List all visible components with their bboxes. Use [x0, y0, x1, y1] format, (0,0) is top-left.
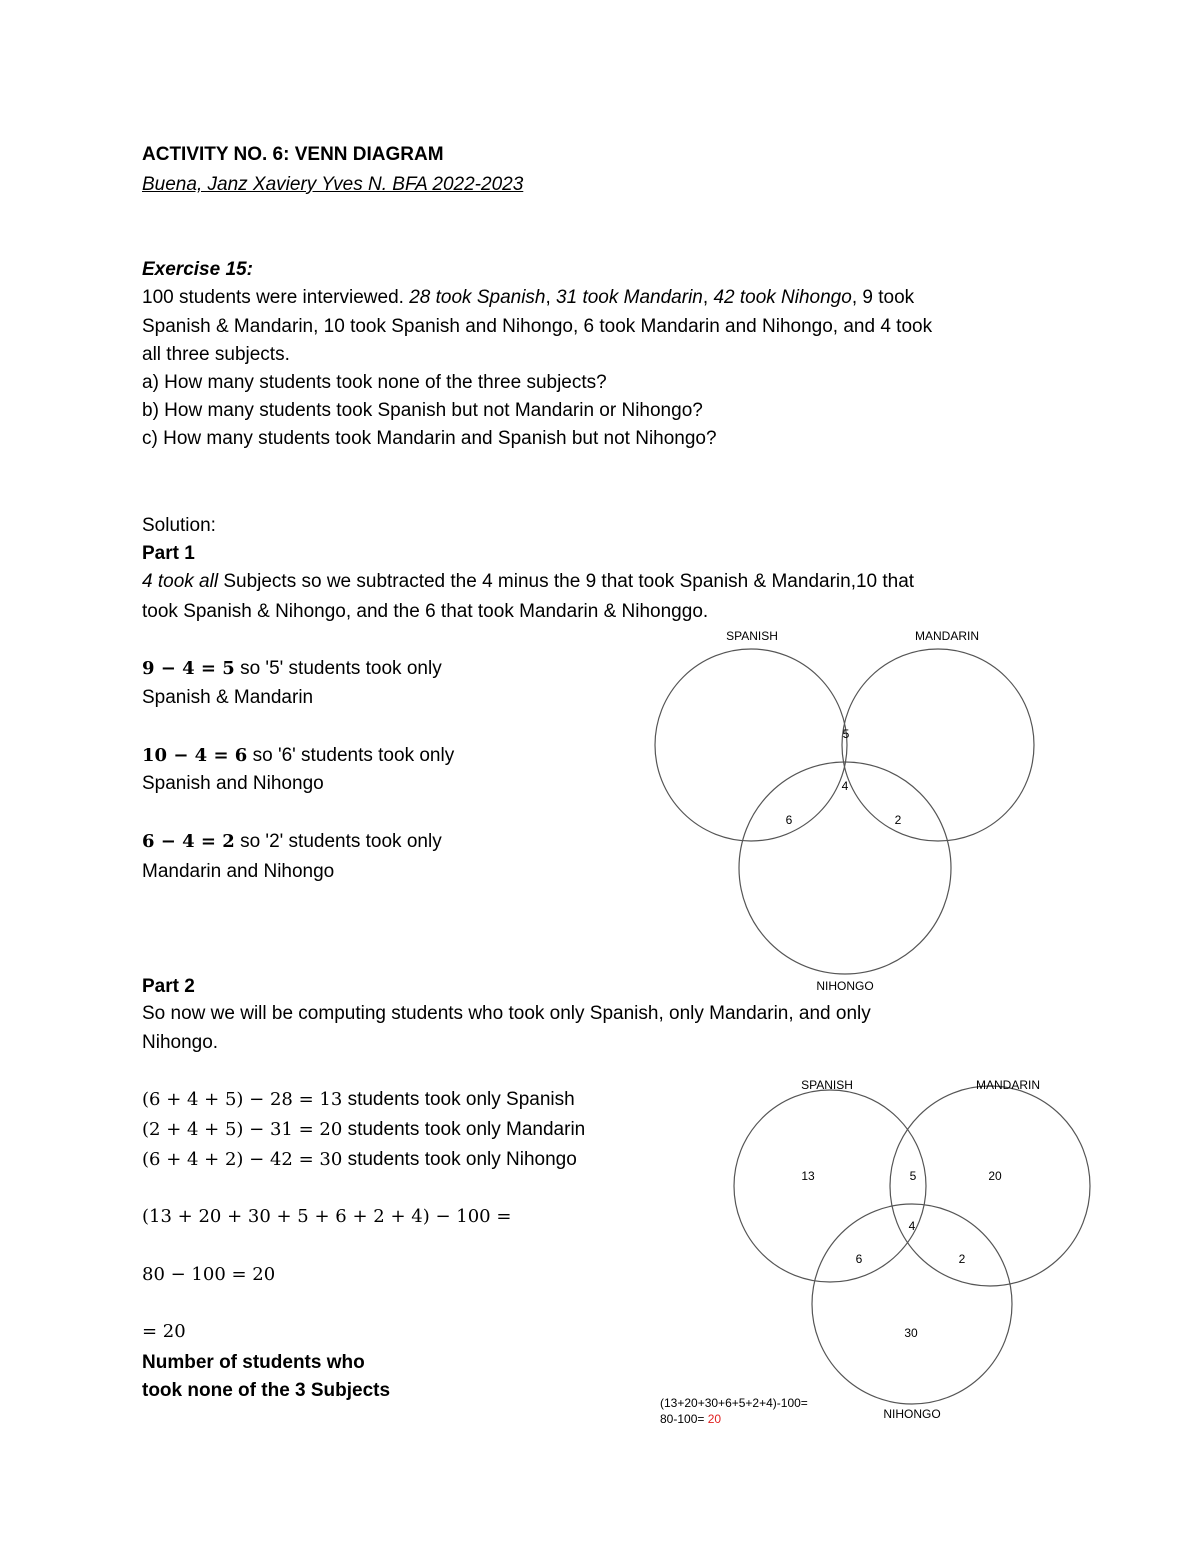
part1-eq2-line-2: Spanish and Nihongo — [142, 773, 324, 794]
part2-eq6: = 20 — [142, 1321, 186, 1342]
question-a: a) How many students took none of the three subjects? — [142, 372, 607, 393]
part1-eq1-line-2: Spanish & Mandarin — [142, 687, 314, 708]
venn1-value-mn: 2 — [894, 813, 902, 827]
venn1-value-smn: 4 — [841, 779, 849, 793]
part1-eq1: 9 − 4 = 5 — [142, 658, 235, 679]
venn2-value-m-only: 20 — [988, 1169, 1002, 1183]
exercise-line-2: Spanish & Mandarin, 10 took Spanish and Nihongo, 6 took Mandarin and Nihongo, and 4 took — [142, 316, 933, 337]
separator: , — [545, 287, 551, 308]
venn2-note-line-1: (13+20+30+6+5+2+4)-100= — [660, 1396, 808, 1410]
exercise-line-1-rest: , 9 took — [851, 287, 915, 308]
conclusion-line-1: Number of students who — [142, 1352, 365, 1373]
nihongo-count: 42 took Nihongo — [713, 287, 852, 308]
question-b: b) How many students took Spanish but not Mandarin or Nihongo? — [142, 400, 703, 421]
venn2-value-smn: 4 — [908, 1219, 916, 1233]
exercise-intro: 100 students were interviewed. — [142, 287, 404, 308]
exercise-heading: Exercise 15: — [142, 259, 253, 280]
part1-eq2: 10 − 4 = 6 — [142, 745, 248, 766]
venn2-value-sn: 6 — [855, 1252, 863, 1266]
part1-intro-line-2: took Spanish & Nihongo, and the 6 that took Mandarin & Nihonggo. — [142, 601, 709, 622]
venn2-label-mandarin: MANDARIN — [975, 1078, 1041, 1092]
conclusion-line-2: took none of the 3 Subjects — [142, 1380, 391, 1401]
part1-eq3-text: so '2' students took only — [234, 831, 442, 852]
spanish-count: 28 took Spanish — [409, 287, 546, 308]
venn1-label-spanish: SPANISH — [726, 629, 778, 643]
part1-heading: Part 1 — [142, 543, 195, 564]
part2-eq2: (2 + 4 + 5) − 31 = 20 — [142, 1119, 343, 1140]
venn2-mandarin-circle — [890, 1086, 1090, 1286]
part1-intro-rest: Subjects so we subtracted the 4 minus the 9 that took Spanish & Mandarin,10 that — [218, 571, 915, 592]
venn2-note-line-2 — [660, 1412, 721, 1426]
part2-eq1-text: students took only Spanish — [342, 1089, 575, 1110]
venn2-note-prefix: 80-100= — [660, 1412, 708, 1426]
venn2-spanish-circle — [734, 1090, 926, 1282]
venn1-value-sn: 6 — [785, 813, 793, 827]
part1-intro-italic: 4 took all — [142, 571, 219, 592]
part1-eq1-text: so '5' students took only — [234, 658, 442, 679]
part1-eq3-line-2: Mandarin and Nihongo — [142, 861, 335, 882]
mandarin-count: 31 took Mandarin — [556, 287, 703, 308]
part2-eq4: (13 + 20 + 30 + 5 + 6 + 2 + 4) − 100 = — [142, 1206, 512, 1227]
part1-eq2-text: so '6' students took only — [247, 745, 455, 766]
venn1-label-nihongo: NIHONGO — [816, 979, 874, 993]
venn2-value-sm: 5 — [909, 1169, 917, 1183]
part2-eq2-text: students took only Mandarin — [342, 1119, 586, 1140]
page-title: ACTIVITY NO. 6: VENN DIAGRAM — [142, 144, 444, 165]
part2-eq3-text: students took only Nihongo — [342, 1149, 577, 1170]
part2-eq1: (6 + 4 + 5) − 28 = 13 — [142, 1089, 343, 1110]
venn2-note-result: 20 — [707, 1412, 722, 1426]
part2-eq3: (6 + 4 + 2) − 42 = 30 — [142, 1149, 343, 1170]
venn2-value-mn: 2 — [958, 1252, 966, 1266]
venn2-value-s-only: 13 — [801, 1169, 815, 1183]
part1-eq3: 6 − 4 = 2 — [142, 831, 235, 852]
solution-label: Solution: — [142, 515, 216, 536]
venn2-label-spanish: SPANISH — [801, 1078, 853, 1092]
separator: , — [702, 287, 709, 308]
part2-eq5: 80 − 100 = 20 — [142, 1264, 276, 1285]
venn1-value-sm: 5 — [842, 727, 850, 741]
part2-intro-line-1: So now we will be computing students who took only Spanish, only Mandarin, and only — [142, 1003, 871, 1024]
question-c: c) How many students took Mandarin and Spanish but not Nihongo? — [142, 428, 717, 449]
exercise-line-3: all three subjects. — [142, 344, 290, 365]
venn1-label-mandarin: MANDARIN — [914, 629, 980, 643]
venn2-value-n-only: 30 — [904, 1326, 918, 1340]
venn2-label-nihongo: NIHONGO — [883, 1407, 941, 1421]
part2-heading: Part 2 — [142, 976, 195, 997]
part2-intro-line-2: Nihongo. — [142, 1032, 219, 1053]
venn2-nihongo-circle — [812, 1204, 1012, 1404]
author-line: Buena, Janz Xaviery Yves N. BFA 2022-2023 — [142, 174, 524, 195]
